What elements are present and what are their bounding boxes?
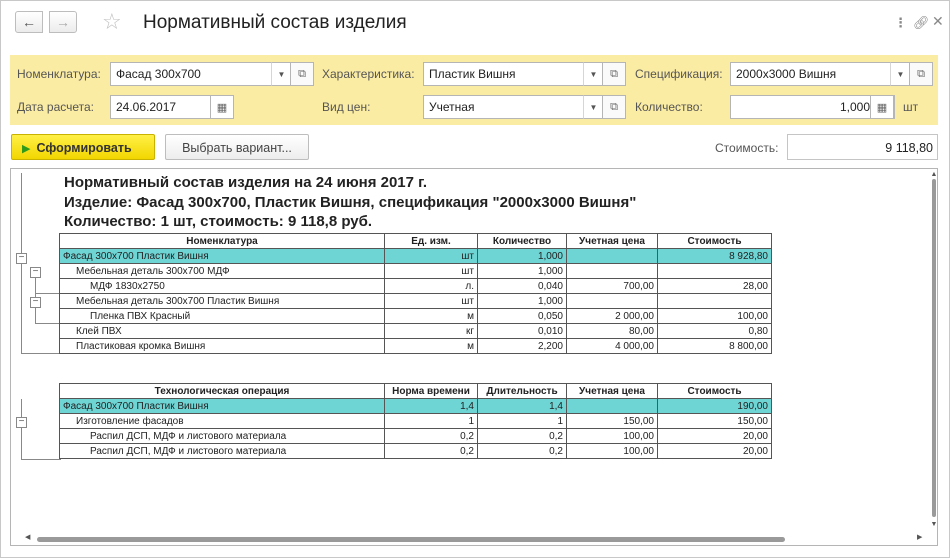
table-row[interactable]	[60, 294, 772, 309]
table-row[interactable]	[60, 264, 772, 279]
cost-field: 9 118,80	[787, 134, 938, 160]
table-row[interactable]	[60, 324, 772, 339]
table-row[interactable]	[60, 339, 772, 354]
table-cell: Мебельная деталь 300х700 Пластик Вишня	[60, 294, 385, 309]
table-cell: 0,80	[658, 324, 772, 339]
cost-label: Стоимость:	[715, 141, 779, 155]
scrollbar-thumb[interactable]	[932, 179, 936, 517]
scrollbar-thumb[interactable]	[37, 537, 785, 542]
generate-button[interactable]	[11, 134, 155, 160]
table-cell: 4 000,00	[567, 339, 658, 354]
table-cell: кг	[385, 324, 478, 339]
table-cell: 1	[385, 414, 478, 429]
table-cell	[658, 264, 772, 279]
table-cell	[658, 294, 772, 309]
column-header: Длительность	[478, 384, 567, 399]
report-heading-product: Изделие: Фасад 300х700, Пластик Вишня, спецификация "2000х3000 Вишня"	[64, 194, 637, 211]
choose-variant-button[interactable]: Выбрать вариант...	[165, 134, 309, 160]
collapse-toggle-icon[interactable]: −	[16, 253, 27, 264]
table-cell: шт	[385, 264, 478, 279]
table-cell: м	[385, 309, 478, 324]
table-cell: 1,000	[478, 264, 567, 279]
scroll-left-icon[interactable]: ◀	[25, 534, 31, 541]
table-cell: 150,00	[658, 414, 772, 429]
play-icon: ▶	[22, 143, 31, 155]
table-cell: 190,00	[658, 399, 772, 414]
table-cell: Распил ДСП, МДФ и листового материала	[60, 444, 385, 459]
table-cell: 1,4	[478, 399, 567, 414]
table-cell: 2 000,00	[567, 309, 658, 324]
column-header: Количество	[478, 234, 567, 249]
date-field[interactable]: 24.06.2017	[110, 95, 211, 119]
specification-open-button[interactable]	[909, 62, 933, 86]
table-cell: 100,00	[658, 309, 772, 324]
quantity-unit: шт	[903, 100, 919, 114]
table-cell: м	[385, 339, 478, 354]
generate-button-label: Сформировать	[36, 141, 132, 155]
column-header: Технологическая операция	[60, 384, 385, 399]
table-cell: 80,00	[567, 324, 658, 339]
table-cell: 100,00	[567, 429, 658, 444]
table-cell: 0,040	[478, 279, 567, 294]
column-header: Стоимость	[658, 234, 772, 249]
table-cell: 0,2	[385, 429, 478, 444]
table-cell: л.	[385, 279, 478, 294]
scroll-right-icon[interactable]: ▶	[917, 534, 923, 541]
specification-field[interactable]: 2000х3000 Вишня	[730, 62, 891, 86]
characteristic-field[interactable]: Пластик Вишня	[423, 62, 584, 86]
calendar-button[interactable]	[210, 95, 234, 119]
table-cell: МДФ 1830х2750	[60, 279, 385, 294]
report-heading-quantity: Количество: 1 шт, стоимость: 9 118,8 руб.	[64, 213, 373, 230]
table-cell: 100,00	[567, 444, 658, 459]
quantity-field[interactable]: 1,000	[730, 95, 895, 119]
table-cell	[567, 264, 658, 279]
open-window-icon: ⧉	[610, 68, 618, 80]
vertical-scrollbar[interactable]	[930, 169, 938, 533]
column-header: Номенклатура	[60, 234, 385, 249]
table-header-row	[60, 384, 772, 399]
table-cell	[567, 294, 658, 309]
characteristic-dropdown-button[interactable]	[583, 62, 604, 86]
group-line	[35, 323, 61, 324]
nomenclature-open-button[interactable]	[290, 62, 314, 86]
collapse-toggle-icon[interactable]: −	[16, 417, 27, 428]
collapse-toggle-icon[interactable]: −	[30, 267, 41, 278]
operations-table	[59, 383, 772, 459]
chevron-down-icon: ▼	[277, 70, 286, 79]
open-window-icon: ⧉	[917, 68, 925, 80]
materials-table	[59, 233, 772, 354]
table-cell: Фасад 300х700 Пластик Вишня	[60, 249, 385, 264]
calculator-button[interactable]	[870, 95, 894, 119]
table-cell: шт	[385, 294, 478, 309]
table-cell: 1	[478, 414, 567, 429]
nomenclature-dropdown-button[interactable]	[271, 62, 292, 86]
price-type-open-button[interactable]	[602, 95, 626, 119]
favorite-star-icon[interactable]: ☆	[102, 9, 122, 34]
table-cell: 0,050	[478, 309, 567, 324]
table-cell: Пластиковая кромка Вишня	[60, 339, 385, 354]
table-cell: Фасад 300х700 Пластик Вишня	[60, 399, 385, 414]
characteristic-open-button[interactable]	[602, 62, 626, 86]
table-cell: 0,2	[478, 444, 567, 459]
table-row[interactable]	[60, 399, 772, 414]
table-cell: 20,00	[658, 444, 772, 459]
report-document[interactable]	[10, 168, 938, 546]
table-row[interactable]	[60, 414, 772, 429]
chevron-down-icon: ▼	[589, 103, 598, 112]
table-cell: Мебельная деталь 300х700 МДФ	[60, 264, 385, 279]
column-header: Ед. изм.	[385, 234, 478, 249]
table-cell: Изготовление фасадов	[60, 414, 385, 429]
group-line	[21, 353, 61, 354]
column-header: Норма времени	[385, 384, 478, 399]
table-cell: 28,00	[658, 279, 772, 294]
table-cell	[567, 249, 658, 264]
open-window-icon: ⧉	[610, 101, 618, 113]
price-type-field[interactable]: Учетная	[423, 95, 584, 119]
table-row[interactable]	[60, 444, 772, 459]
table-cell: 20,00	[658, 429, 772, 444]
link-icon[interactable]: 🔗︎	[913, 15, 930, 30]
forward-button[interactable]	[49, 11, 77, 33]
report-heading-date: Нормативный состав изделия на 24 июня 2017 г.	[64, 174, 428, 191]
back-button[interactable]	[15, 11, 43, 33]
specification-label: Спецификация:	[635, 67, 723, 81]
table-row[interactable]	[60, 429, 772, 444]
table-cell: 150,00	[567, 414, 658, 429]
horizontal-scrollbar[interactable]	[11, 533, 930, 545]
open-window-icon: ⧉	[298, 68, 306, 80]
nomenclature-label: Номенклатура:	[17, 67, 101, 81]
table-cell: 8 928,80	[658, 249, 772, 264]
table-row[interactable]	[60, 249, 772, 264]
scroll-up-icon[interactable]: ▲	[930, 171, 938, 178]
table-cell: 1,000	[478, 249, 567, 264]
price-type-label: Вид цен:	[322, 100, 371, 114]
group-line	[21, 459, 61, 460]
characteristic-label: Характеристика:	[322, 67, 415, 81]
group-line	[21, 399, 22, 459]
table-cell: 0,2	[385, 444, 478, 459]
scroll-down-icon[interactable]: ▼	[930, 521, 938, 528]
table-cell: 1,4	[385, 399, 478, 414]
table-cell: 8 800,00	[658, 339, 772, 354]
arrow-right-icon: →	[56, 14, 70, 30]
chevron-down-icon: ▼	[589, 70, 598, 79]
collapse-toggle-icon[interactable]: −	[30, 297, 41, 308]
table-row[interactable]	[60, 309, 772, 324]
table-cell: 0,010	[478, 324, 567, 339]
arrow-left-icon: ←	[22, 14, 36, 30]
table-cell: Распил ДСП, МДФ и листового материала	[60, 429, 385, 444]
column-header: Учетная цена	[567, 234, 658, 249]
table-row[interactable]	[60, 279, 772, 294]
table-cell: Клей ПВХ	[60, 324, 385, 339]
calendar-icon: ▦	[216, 102, 228, 114]
column-header: Стоимость	[658, 384, 772, 399]
calculator-icon: ▦	[876, 102, 888, 114]
more-menu-icon[interactable]: ⋮	[894, 15, 906, 30]
close-icon[interactable]: ✕	[932, 13, 944, 29]
table-cell: 2,200	[478, 339, 567, 354]
table-cell: 1,000	[478, 294, 567, 309]
column-header: Учетная цена	[567, 384, 658, 399]
price-type-dropdown-button[interactable]	[583, 95, 604, 119]
nomenclature-field[interactable]: Фасад 300х700	[110, 62, 272, 86]
table-cell: шт	[385, 249, 478, 264]
group-line	[35, 293, 61, 294]
chevron-down-icon: ▼	[896, 70, 905, 79]
table-cell	[567, 399, 658, 414]
quantity-label: Количество:	[635, 100, 703, 114]
table-header-row	[60, 234, 772, 249]
date-label: Дата расчета:	[17, 100, 95, 114]
specification-dropdown-button[interactable]	[890, 62, 911, 86]
page-title: Нормативный состав изделия	[143, 12, 407, 33]
table-cell: 700,00	[567, 279, 658, 294]
table-cell: Пленка ПВХ Красный	[60, 309, 385, 324]
table-cell: 0,2	[478, 429, 567, 444]
